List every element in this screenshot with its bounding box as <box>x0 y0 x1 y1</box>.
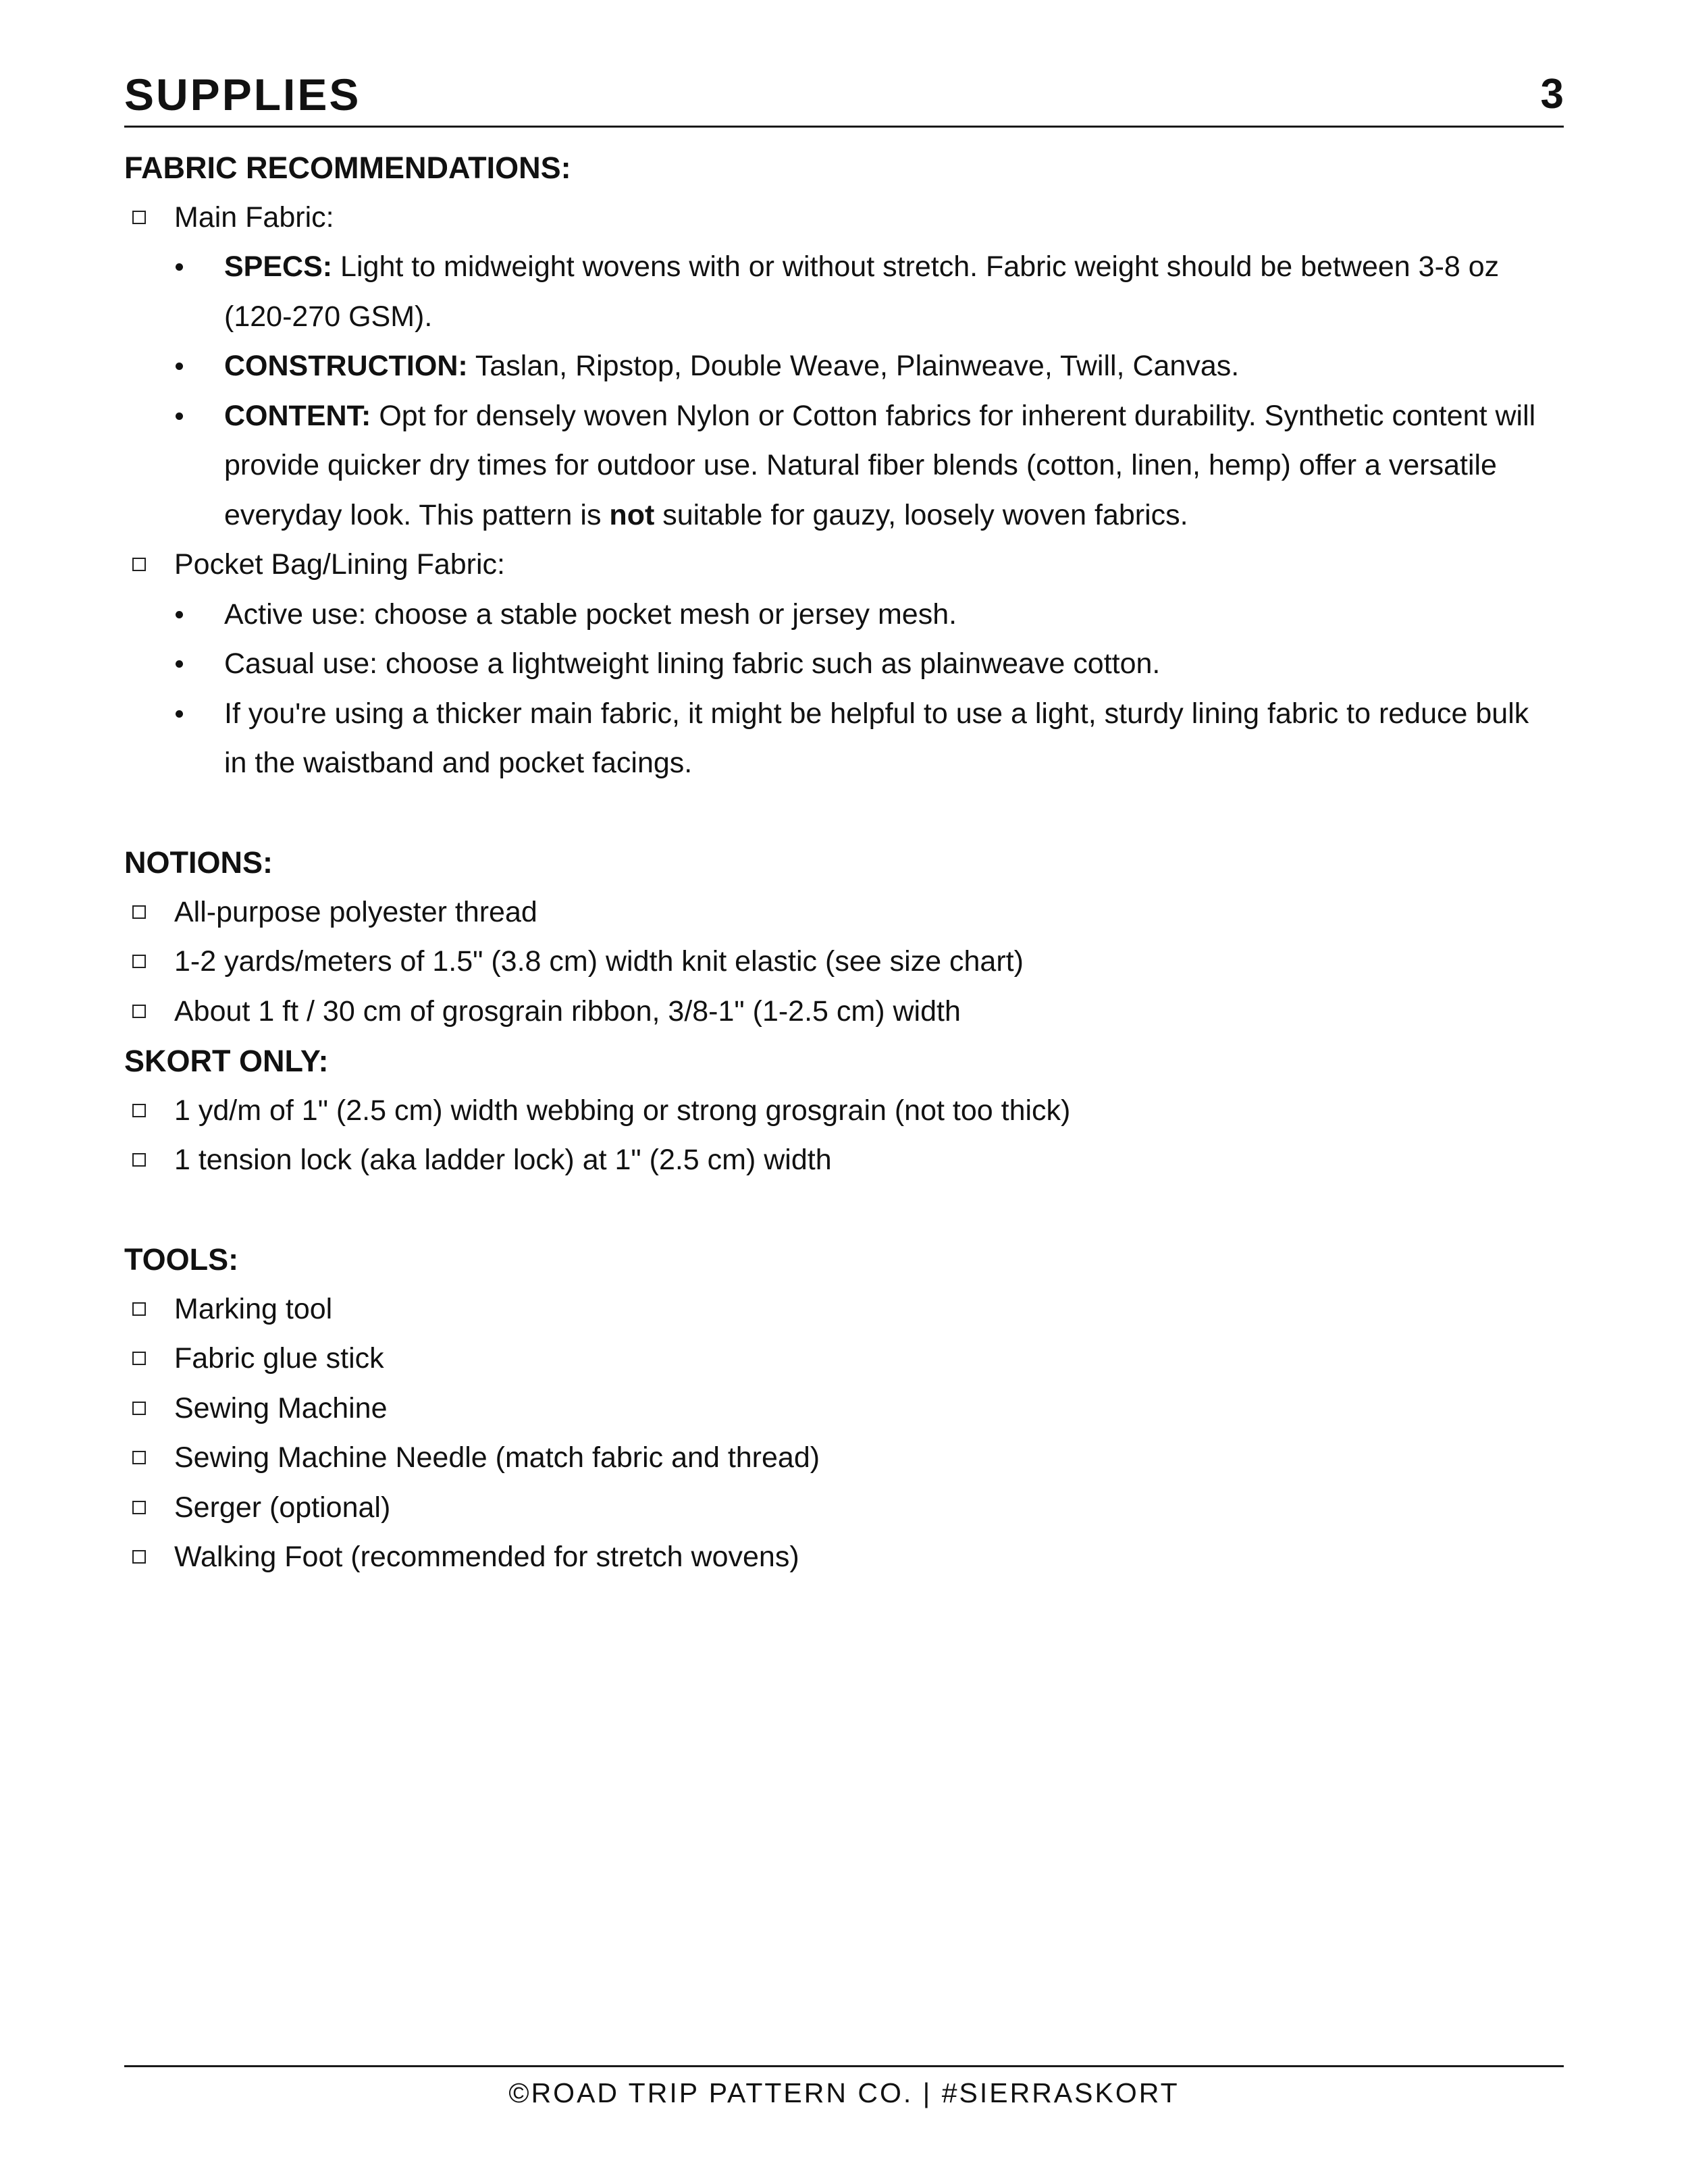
bullet-icon <box>176 412 183 420</box>
checkbox-icon[interactable] <box>132 1451 146 1464</box>
checkbox-icon[interactable] <box>132 1550 146 1564</box>
page-title: SUPPLIES <box>124 70 361 119</box>
construction-text: Taslan, Ripstop, Double Weave, Plainweave, Twill, Canvas. <box>467 350 1240 382</box>
tool-item <box>124 1334 1564 1384</box>
pocket-fabric-item <box>124 540 1564 590</box>
supplies-content <box>124 143 1564 1582</box>
tool-item <box>124 1483 1564 1533</box>
construction-item <box>124 342 1564 392</box>
tool-text: Serger (optional) <box>174 1491 391 1524</box>
checkbox-icon[interactable] <box>132 1104 146 1117</box>
checkbox-icon[interactable] <box>132 1402 146 1415</box>
skort-item <box>124 1136 1564 1186</box>
pocket-bullet-item <box>124 689 1564 789</box>
pocket-fabric-label: Pocket Bag/Lining Fabric: <box>174 548 505 581</box>
footer-divider <box>124 2065 1564 2067</box>
pocket-fabric-list <box>124 590 1564 789</box>
bullet-icon <box>176 660 183 668</box>
notion-item <box>124 888 1564 938</box>
notion-text: All-purpose polyester thread <box>174 895 537 928</box>
page-number: 3 <box>1540 71 1564 117</box>
specs-label: SPECS: <box>224 250 333 283</box>
checkbox-icon[interactable] <box>132 1153 146 1167</box>
skort-text: 1 tension lock (aka ladder lock) at 1" (2.5 cm) width <box>174 1144 832 1176</box>
checkbox-icon[interactable] <box>132 1352 146 1365</box>
notion-text: About 1 ft / 30 cm of grosgrain ribbon, 3/8-1" (1-2.5 cm) width <box>174 994 961 1028</box>
checkbox-icon[interactable] <box>132 558 146 571</box>
bullet-icon <box>176 263 183 271</box>
notion-item <box>124 937 1564 987</box>
checkbox-icon[interactable] <box>132 211 146 224</box>
footer-text: ©ROAD TRIP PATTERN CO. | #SIERRASKORT <box>508 2077 1180 2108</box>
content-text-end: suitable for gauzy, loosely woven fabrics. <box>654 498 1188 531</box>
page-header <box>124 68 1564 128</box>
notion-text: 1-2 yards/meters of 1.5" (3.8 cm) width knit elastic (see size chart) <box>174 945 1024 978</box>
skort-item <box>124 1086 1564 1136</box>
pocket-bullet-item <box>124 590 1564 640</box>
notion-item <box>124 987 1564 1037</box>
bullet-icon <box>176 611 183 618</box>
content-item <box>124 392 1564 541</box>
construction-label: CONSTRUCTION: <box>224 350 468 382</box>
pocket-bullet-item <box>124 639 1564 689</box>
pocket-bullet-text: If you're using a thicker main fabric, it might be helpful to use a light, sturdy lining fabric to reduce bulk in the waistband and pocket facings. <box>224 697 1529 779</box>
tool-item <box>124 1285 1564 1335</box>
content-text: Opt for densely woven Nylon or Cotton fabrics for inherent durability. Synthetic content will provide quicker dry times for outdoor use. Natural fiber blends (cotton, linen, hemp) offer a versatile everyday look. This pattern is <box>224 399 1536 531</box>
main-fabric-item <box>124 193 1564 243</box>
tool-text: Marking tool <box>174 1292 333 1325</box>
bullet-icon <box>176 710 183 718</box>
tool-text: Fabric glue stick <box>174 1342 384 1375</box>
main-fabric-list <box>124 242 1564 540</box>
tools-heading: TOOLS: <box>124 1242 239 1277</box>
checkbox-icon[interactable] <box>132 905 146 919</box>
specs-text: Light to midweight wovens with or without stretch. Fabric weight should be between 3-8 oz (120-270 GSM). <box>224 250 1500 333</box>
checkbox-icon[interactable] <box>132 1501 146 1514</box>
tool-item <box>124 1384 1564 1434</box>
checkbox-icon[interactable] <box>132 1302 146 1316</box>
checkbox-icon[interactable] <box>132 1005 146 1018</box>
specs-item <box>124 242 1564 342</box>
pocket-bullet-text: Casual use: choose a lightweight lining fabric such as plainweave cotton. <box>224 647 1161 680</box>
checkbox-icon[interactable] <box>132 955 146 968</box>
tool-text: Walking Foot (recommended for stretch wovens) <box>174 1541 799 1573</box>
main-fabric-label: Main Fabric: <box>174 201 334 234</box>
skort-only-heading: SKORT ONLY: <box>124 1044 329 1078</box>
notions-heading: NOTIONS: <box>124 845 273 880</box>
tool-text: Sewing Machine <box>174 1391 388 1424</box>
content-label: CONTENT: <box>224 399 371 432</box>
pocket-bullet-text: Active use: choose a stable pocket mesh or jersey mesh. <box>224 597 957 631</box>
content-emphasis: not <box>609 498 655 531</box>
tool-item <box>124 1533 1564 1582</box>
tool-text: Sewing Machine Needle (match fabric and thread) <box>174 1441 820 1474</box>
section-spacer <box>124 789 1564 838</box>
section-spacer <box>124 1186 1564 1235</box>
skort-text: 1 yd/m of 1" (2.5 cm) width webbing or strong grosgrain (not too thick) <box>174 1094 1071 1127</box>
tool-item <box>124 1433 1564 1483</box>
bullet-icon <box>176 363 183 370</box>
fabric-heading: FABRIC RECOMMENDATIONS: <box>124 151 571 185</box>
